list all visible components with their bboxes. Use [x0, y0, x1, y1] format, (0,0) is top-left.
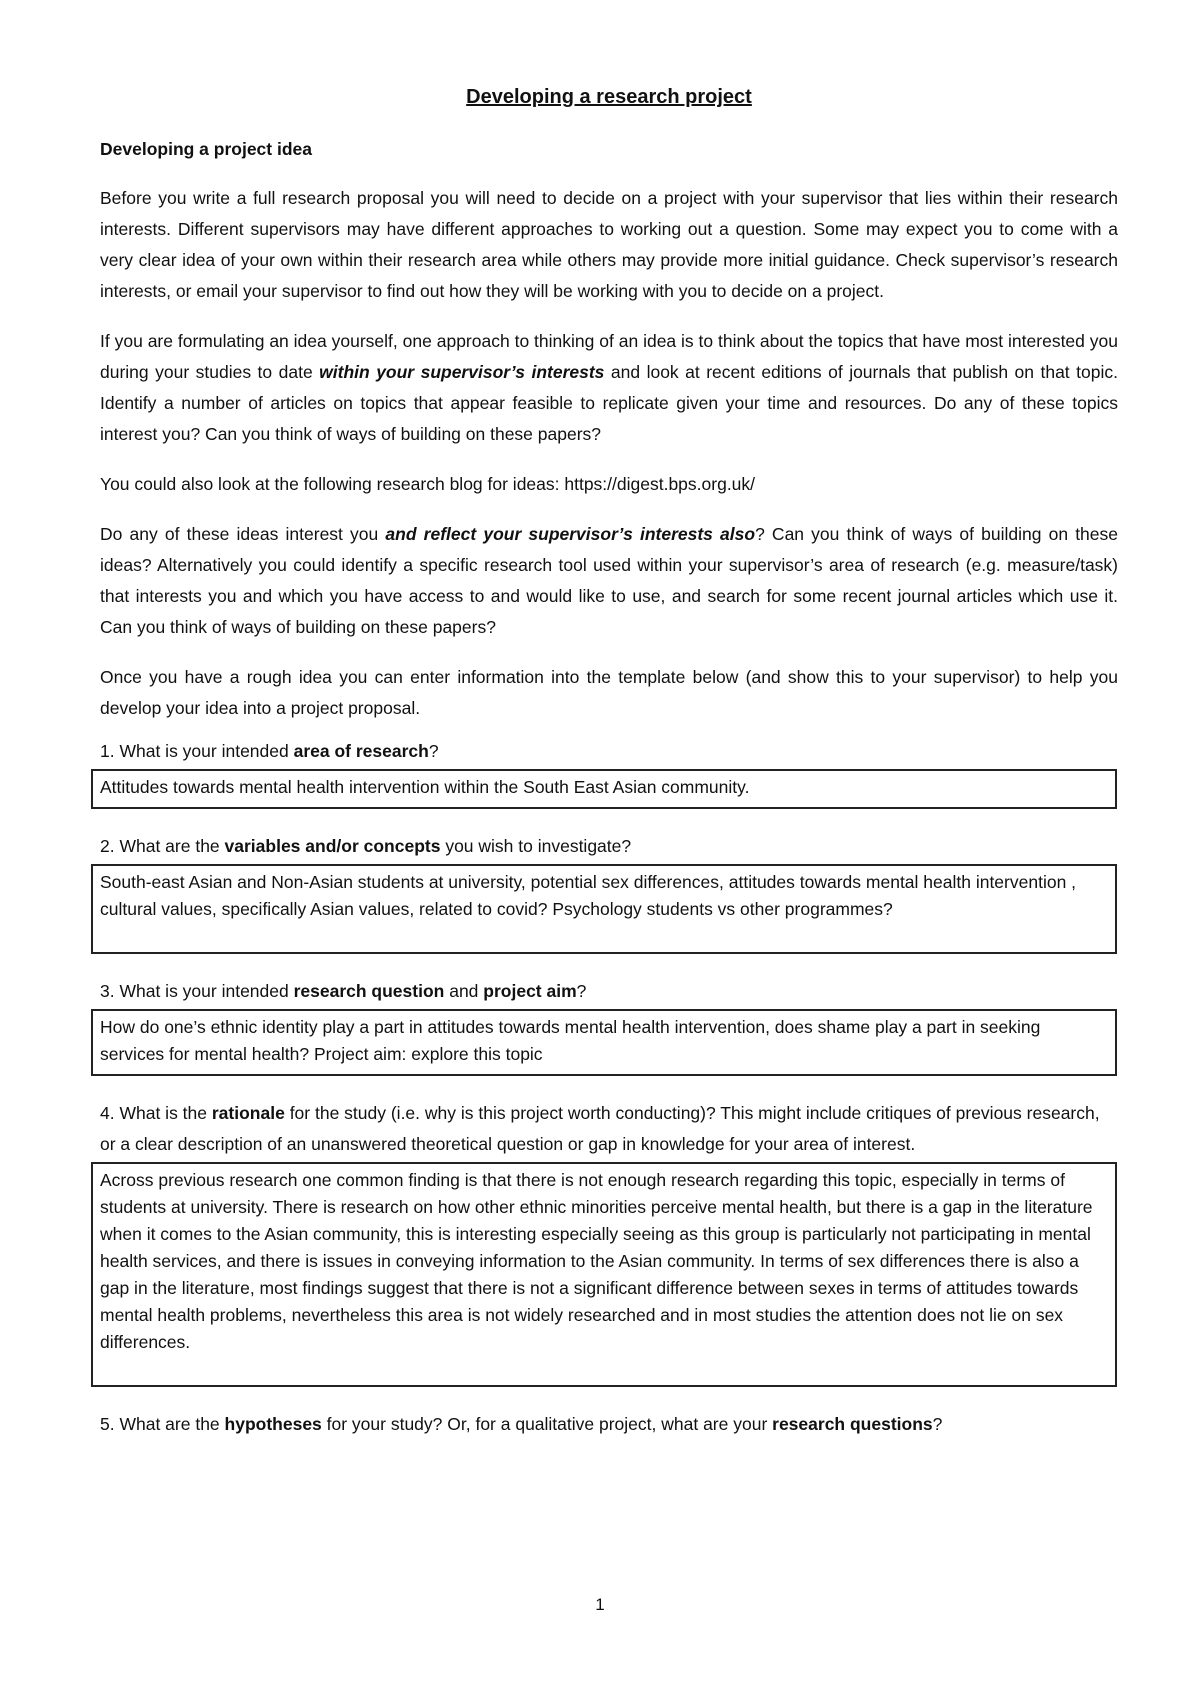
- paragraph-text: and look at recent editions of journals that publish on that topic. Identify a number of articles on topics that appear feasible to replicate given your time and resources. Do any of these topics interest you? Can you think of ways of building on these papers?: [100, 361, 1118, 444]
- question-text: What is the: [114, 1102, 212, 1123]
- question-text: you wish to investigate?: [440, 835, 632, 856]
- document-content: [100, 85, 1118, 1442]
- answer-box-1[interactable]: Attitudes towards mental health intervention within the South East Asian community.: [91, 769, 1117, 809]
- question-bold-text: rationale: [211, 1102, 285, 1123]
- paragraph-text: ? Can you think of ways of building on these ideas? Alternatively you could identify a specific research tool used within your supervisor’s area of research (e.g. measure/task) that interests you and which you have access to and would like to use, and search for some recent journal articles which use it. Can you think of ways of building on these papers?: [100, 523, 1118, 637]
- answer-box-3[interactable]: How do one’s ethnic identity play a part in attitudes towards mental health intervention, does shame play a part in seeking services for mental health? Project aim: explore this topic: [91, 1009, 1117, 1076]
- question-text: What is your intended: [114, 740, 294, 761]
- question-4: [100, 1098, 1118, 1160]
- page-number: 1: [595, 1595, 605, 1614]
- paragraph-text: Do any of these ideas interest you: [100, 523, 386, 544]
- question-5: [100, 1409, 1118, 1440]
- question-number: 4.: [100, 1102, 115, 1123]
- question-text: ?: [428, 740, 439, 761]
- question-bold-text: variables and/or concepts: [224, 835, 441, 856]
- question-number: 3.: [100, 980, 115, 1001]
- question-3: [100, 976, 1118, 1007]
- question-bold-text: hypotheses: [224, 1413, 322, 1434]
- question-bold-text: area of research: [293, 740, 429, 761]
- paragraph-reflect-interests: [100, 519, 1118, 643]
- paragraph-template-intro: Once you have a rough idea you can enter information into the template below (and show this to your supervisor) to help you develop your idea into a project proposal.: [100, 666, 1118, 718]
- question-bold-text: research question: [293, 980, 445, 1001]
- question-1: [100, 736, 1118, 767]
- question-number: 2.: [100, 835, 115, 856]
- question-text: and: [444, 980, 484, 1001]
- paragraph-research-blog: You could also look at the following research blog for ideas: https://digest.bps.org.uk/: [100, 473, 756, 494]
- question-text: What is your intended: [114, 980, 294, 1001]
- paragraph-text: If you are formulating an idea yourself, one approach to thinking of an idea is to think about the topics that have most interested you during your studies to date: [100, 330, 1118, 382]
- question-text: What are the: [114, 1413, 225, 1434]
- question-text: ?: [576, 980, 587, 1001]
- emphasis-text: and reflect your supervisor’s interests also: [385, 523, 756, 544]
- question-text: for your study? Or, for a qualitative project, what are your: [321, 1413, 773, 1434]
- answer-box-4[interactable]: Across previous research one common finding is that there is not enough research regarding this topic, especially in terms of students at university. There is research on how other ethnic minorities perceive mental health, but there is a gap in the literature when it comes to the Asian community, this is interesting especially seeing as this group is particularly not participating in mental health services, and there is issues in conveying information to the Asian community. In terms of sex differences there is also a gap in the literature, most findings suggest that there is not a significant difference between sexes in terms of attitudes towards mental health problems, nevertheless this area is not widely researched and in most studies the attention does not lie on sex differences.: [91, 1162, 1117, 1387]
- page-title: Developing a research project: [466, 86, 752, 108]
- paragraph-intro: Before you write a full research proposal you will need to decide on a project with your supervisor that lies within their research interests. Different supervisors may have different approaches to working out a question. Some may expect you to come with a very clear idea of your own within their research area while others may provide more initial guidance. Check supervisor’s research interests, or email your supervisor to find out how they will be working with you to decide on a project.: [100, 187, 1118, 301]
- question-2: [100, 831, 1118, 862]
- question-number: 5.: [100, 1413, 115, 1434]
- question-text: for the study (i.e. why is this project worth conducting)? This might include critiques of previous research, or a clear description of an unanswered theoretical question or gap in knowledge for your area of interest.: [100, 1102, 1100, 1154]
- emphasis-text: within your supervisor’s interests: [319, 361, 605, 382]
- question-bold-text: research questions: [772, 1413, 933, 1434]
- section-heading: Developing a project idea: [100, 139, 312, 159]
- question-bold-text: project aim: [483, 980, 577, 1001]
- answer-box-2[interactable]: South-east Asian and Non-Asian students at university, potential sex differences, attitudes towards mental health intervention , cultural values, specifically Asian values, related to covid? Psychology students vs other programmes?: [91, 864, 1117, 954]
- question-number: 1.: [100, 740, 115, 761]
- question-text: What are the: [114, 835, 225, 856]
- question-text: ?: [932, 1413, 943, 1434]
- paragraph-formulating-idea: [100, 326, 1118, 450]
